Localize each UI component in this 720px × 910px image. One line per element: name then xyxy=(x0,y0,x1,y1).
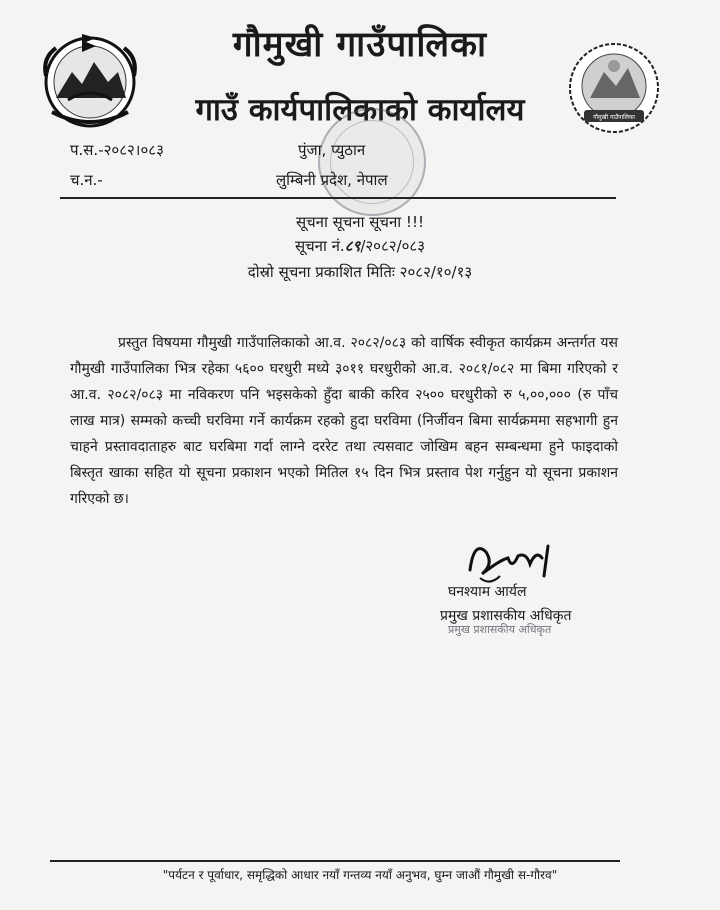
notice-number-handwritten: ८९ xyxy=(344,237,361,255)
signatory-stamp: प्रमुख प्रशासकीय अधिकृत xyxy=(448,623,552,636)
notice-paragraph: प्रस्तुत विषयमा गौमुखी गाउँपालिकाको आ.व. २०८२/०८३ को वार्षिक स्वीकृत कार्यक्रम अन्तर्गत यस गौमुखी गाउँपालिका भित्र रहेका ५६०० घरधुरी मध्ये ३०११ घरधुरीको आ.व. २०८१/०८२ मा बिमा गरिएको र आ.व. २०८२/०८३ मा नविकरण पनि भइसकेको हुँदा बाकी करिव २५०० घरधुरीको रु ५,००,००० (रु पाँच लाख मात्र) सम्मको कच्ची घरविमा गर्ने कार्यक्रम रहको हुदा घरविमा (निर्जीवन बिमा सार्यक्रममा सहभागी हुन चाहने प्रस्तावदाताहरु बाट घरबिमा गर्दा लाग्ने दररेट तथा त्यसवाट जोखिम बहन सम्बन्धमा हुने फाइदाको बिस्तृत खाका सहित यो सूचना प्रकाशन भएको मितिल १५ दिन भित्र प्रस्ताव पेश गर्नुहुन यो सूचना प्रकाशन गरिएको छ। xyxy=(70,335,618,507)
reference-number: प.स.-२०८२।०८३ xyxy=(70,141,164,159)
footer-slogan: "पर्यटन र पूर्वाधार, समृद्धिको आधार नयाँ गन्तव्य नयाँ अनुभव, घुम्न जाऔं गौमुखी स-गौरव" xyxy=(162,868,558,882)
notice-published-date: दोस्रो सूचना प्रकाशित मितिः २०८२/१०/१३ xyxy=(247,263,473,281)
notice-heading: सूचना सूचना सूचना !!! xyxy=(296,213,424,231)
office-stamp xyxy=(318,108,426,216)
seal-label: गौमुखी गाउँपालिका xyxy=(593,114,635,121)
address-line-2: लुम्बिनी प्रदेश, नेपाल xyxy=(276,171,388,189)
municipality-seal-icon xyxy=(566,40,662,136)
notice-number xyxy=(0,236,720,256)
nepal-emblem-icon xyxy=(38,28,142,132)
notice-number-suffix: /२०८२/०८३ xyxy=(360,237,426,255)
signature-icon xyxy=(460,530,570,590)
address-line-1: पुंजा, प्युठान xyxy=(298,141,366,159)
office-subtitle: गाउँ कार्यपालिकाको कार्यालय xyxy=(195,92,525,128)
signatory-name: घनश्याम आर्यल xyxy=(448,584,527,600)
header-divider xyxy=(60,197,616,199)
footer-divider xyxy=(50,860,620,862)
signatory-title: प्रमुख प्रशासकीय अधिकृत xyxy=(440,608,572,624)
notice-number-prefix: सूचना नं. xyxy=(294,237,345,255)
notice-body xyxy=(70,330,618,512)
municipality-title: गौमुखी गाउँपालिका xyxy=(232,25,488,65)
dispatch-number: च.न.- xyxy=(70,171,103,189)
